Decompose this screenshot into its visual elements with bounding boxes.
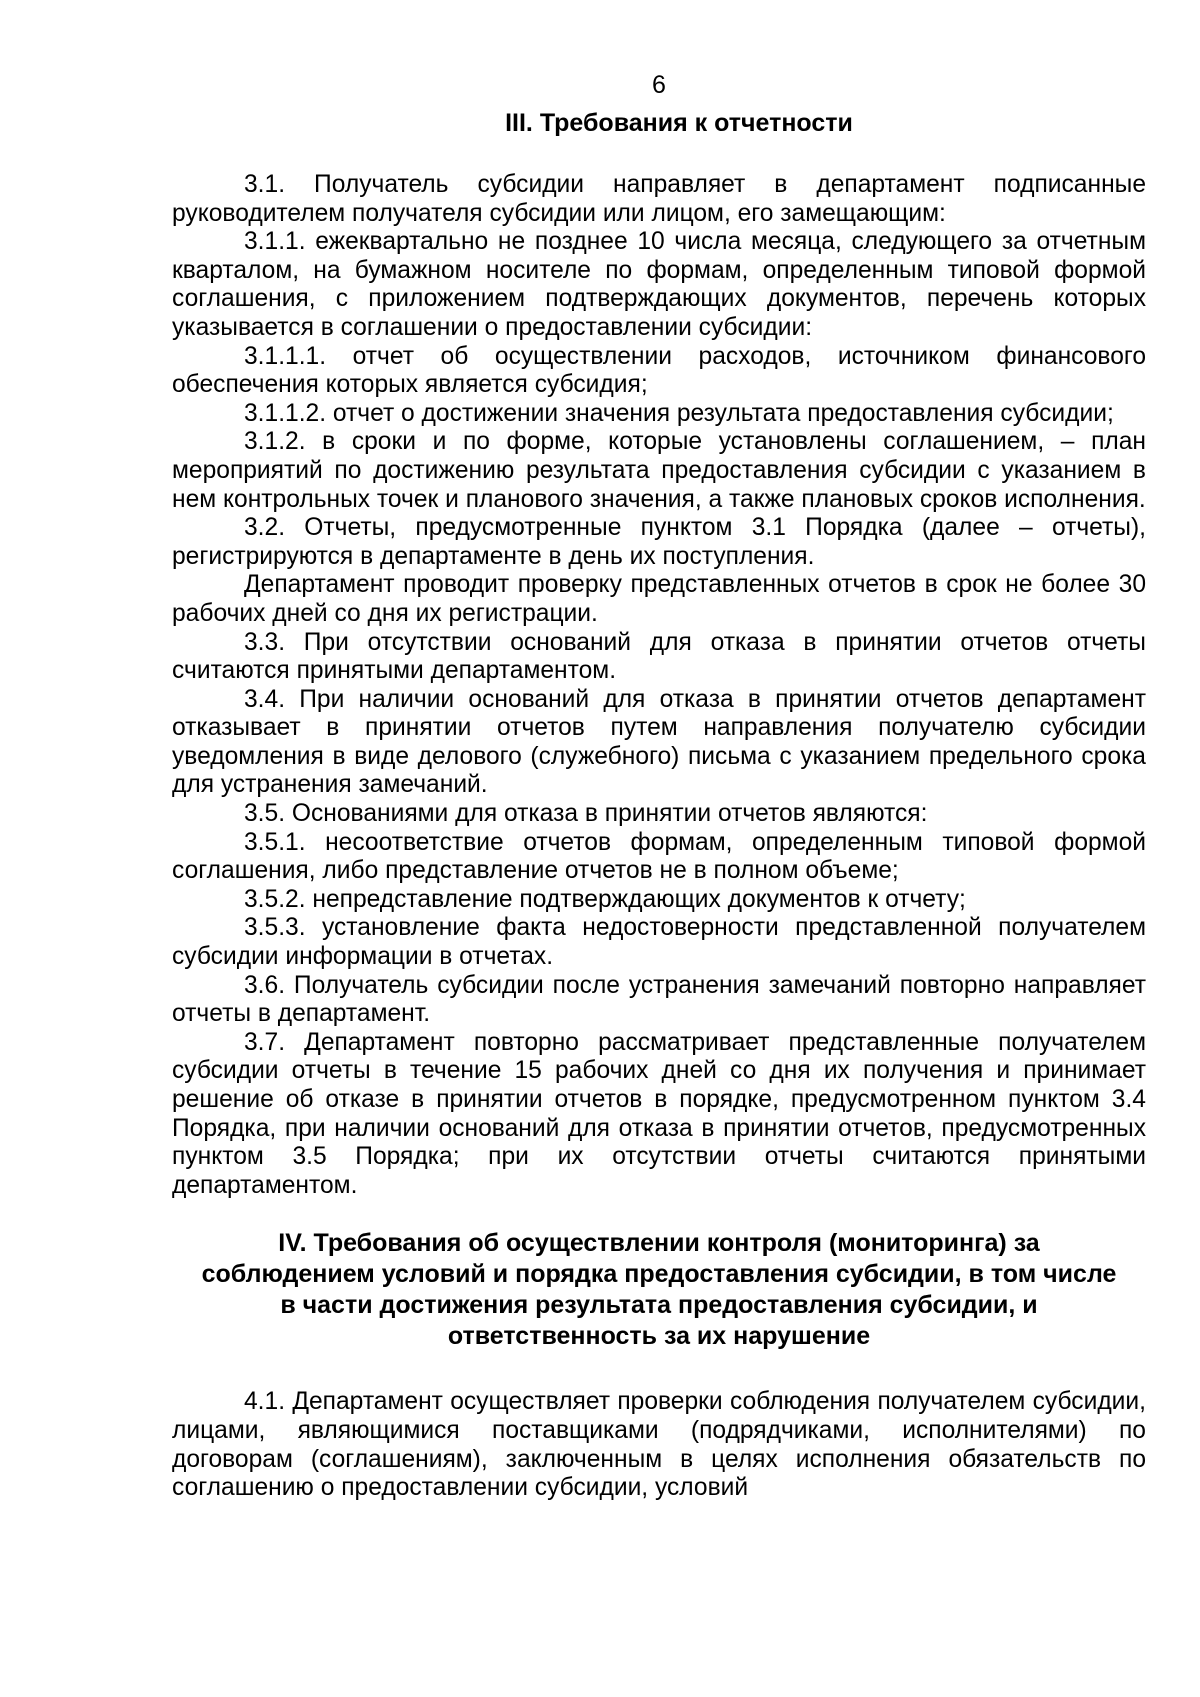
section-3-body (172, 171, 1146, 1200)
section-3-heading: III. Требования к отчетности (505, 109, 853, 137)
section-4-heading-line: соблюдением условий и порядка предоставления субсидии, в том числе (201, 1260, 1117, 1289)
paragraph-3-1-1-1: 3.1.1.1. отчет об осуществлении расходов, источником финансового обеспечения которых является субсидия; (172, 342, 1146, 399)
paragraph-3-5-1: 3.5.1. несоответствие отчетов формам, определенным типовой формой соглашения, либо представление отчетов не в полном объеме; (172, 828, 1146, 885)
section-4-heading (172, 1228, 1146, 1352)
paragraph-4-1: 4.1. Департамент осуществляет проверки соблюдения получателем субсидии, лицами, являющимися поставщиками (подрядчиками, исполнителями) по договорам (соглашениям), заключенным в целях исполнения обязательств по соглашению о предоставлении субсидии, условий (172, 1388, 1146, 1502)
paragraph-3-4: 3.4. При наличии оснований для отказа в принятии отчетов департамент отказывает в принятии отчетов путем направления получателю субсидии уведомления в виде делового (служебного) письма с указанием предельного срока для устранения замечаний. (172, 685, 1146, 799)
paragraph-3-6: 3.6. Получатель субсидии после устранения замечаний повторно направляет отчеты в департамент. (172, 971, 1146, 1028)
paragraph-3-3: 3.3. При отсутствии оснований для отказа в принятии отчетов отчеты считаются принятыми департаментом. (172, 628, 1146, 685)
document-page (172, 68, 1146, 1503)
paragraph-3-1: 3.1. Получатель субсидии направляет в департамент подписанные руководителем получателя субсидии или лицом, его замещающим: (172, 171, 1146, 227)
section-4-heading-line: ответственность за их нарушение (447, 1322, 871, 1351)
section-4-heading-line: IV. Требования об осуществлении контроля (мониторинга) за (278, 1229, 1040, 1258)
paragraph-3-1-1-2: 3.1.1.2. отчет о достижении значения результата предоставления субсидии; (244, 399, 1114, 427)
paragraph-3-5: 3.5. Основаниями для отказа в принятии отчетов являются: (244, 800, 928, 828)
paragraph-3-5-3: 3.5.3. установление факта недостоверности представленной получателем субсидии информации в отчетах. (172, 914, 1146, 971)
paragraph-3-2-review: Департамент проводит проверку представленных отчетов в срок не более 30 рабочих дней со дня их регистрации. (172, 571, 1146, 627)
page-number: 6 (652, 71, 666, 99)
paragraph-3-1-1: 3.1.1. ежеквартально не позднее 10 числа месяца, следующего за отчетным кварталом, на бумажном носителе по формам, определенным типовой формой соглашения, с приложением подтверждающих документов, перечень которых указывается в соглашении о предоставлении субсидии: (172, 228, 1146, 341)
section-4-body (172, 1388, 1146, 1502)
paragraph-3-5-2: 3.5.2. непредставление подтверждающих документов к отчету; (244, 885, 966, 913)
paragraph-3-2: 3.2. Отчеты, предусмотренные пунктом 3.1 Порядка (далее – отчеты), регистрируются в департаменте в день их поступления. (172, 514, 1146, 570)
paragraph-3-1-2: 3.1.2. в сроки и по форме, которые установлены соглашением, – план мероприятий по достижению результата предоставления субсидии с указанием в нем контрольных точек и планового значения, а также плановых сроков исполнения. (172, 428, 1146, 513)
section-4-heading-line: в части достижения результата предоставления субсидии, и (280, 1291, 1038, 1320)
paragraph-3-7: 3.7. Департамент повторно рассматривает представленные получателем субсидии отчеты в течение 15 рабочих дней со дня их получения и принимает решение об отказе в принятии отчетов в порядке, предусмотренном пунктом 3.4 Порядка, при наличии оснований для отказа в принятии отчетов, предусмотренных пунктом 3.5 Порядка; при их отсутствии отчеты считаются принятыми департаментом. (172, 1028, 1146, 1199)
